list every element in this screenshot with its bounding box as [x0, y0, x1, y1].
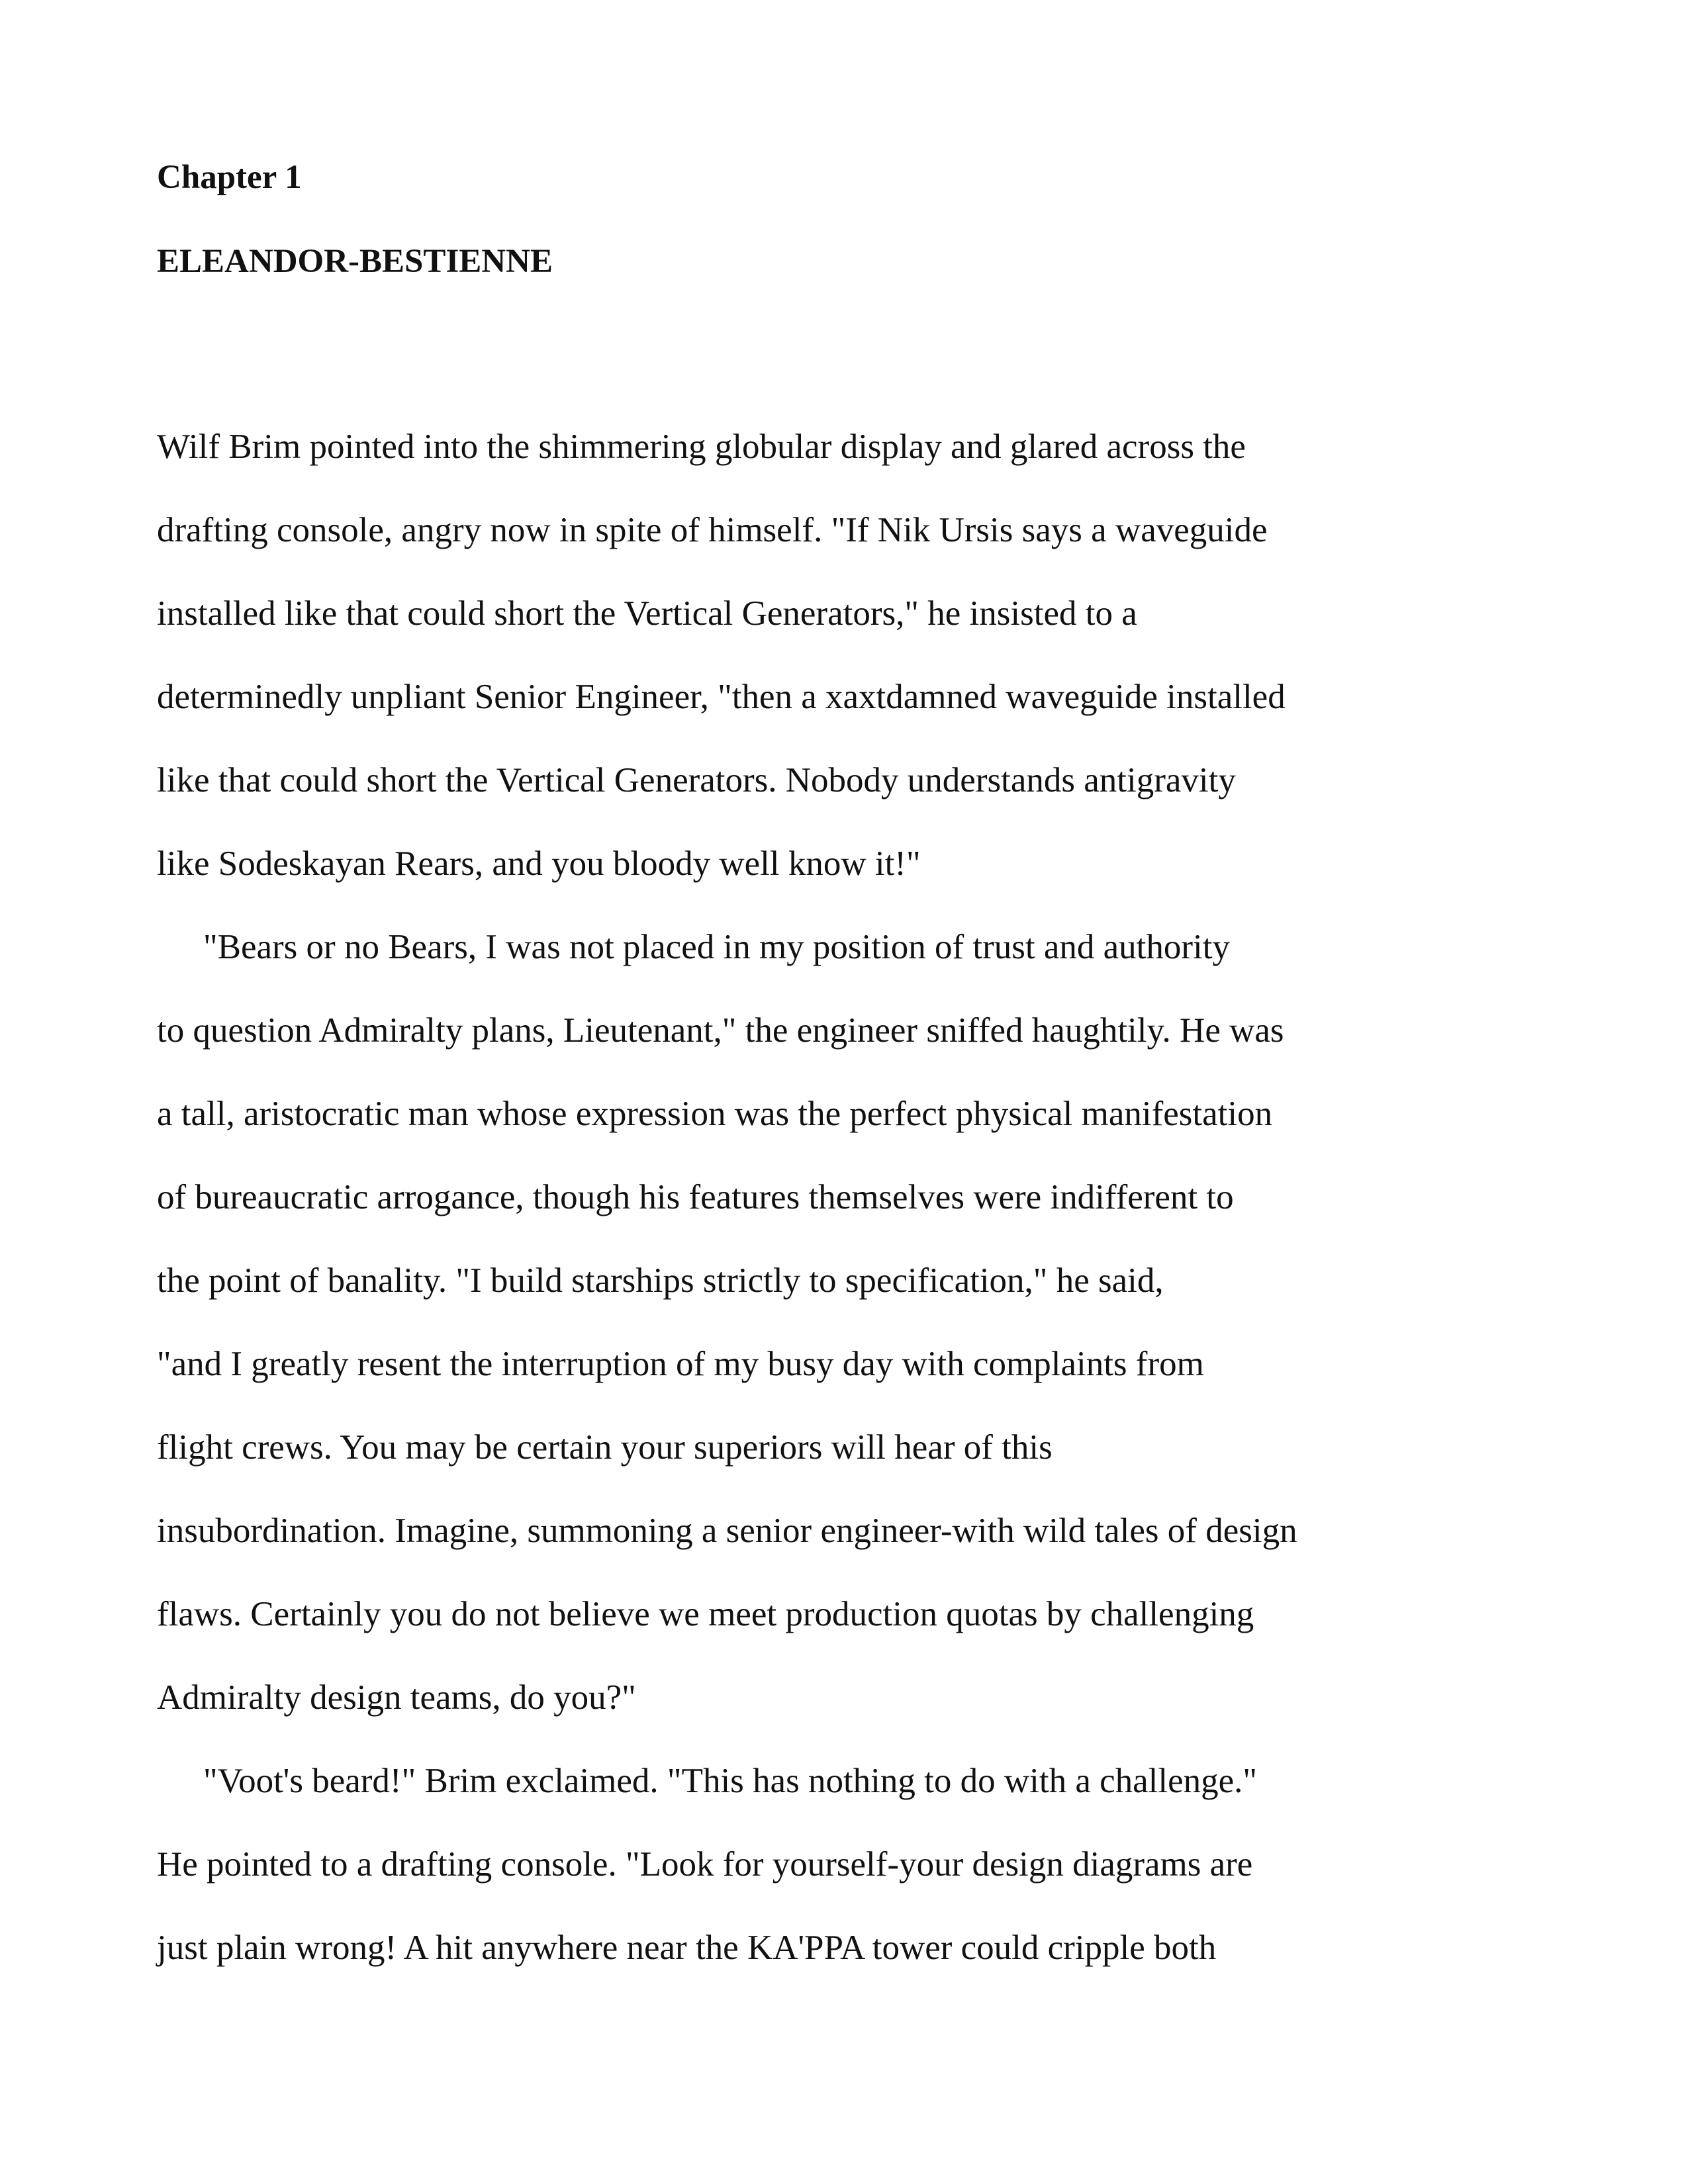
text-line: flight crews. You may be certain your superiors will hear of this	[157, 1428, 1053, 1467]
text-line: a tall, aristocratic man whose expression was the perfect physical manifestation	[157, 1095, 1273, 1133]
text-line: Wilf Brim pointed into the shimmering globular display and glared across the	[157, 428, 1246, 466]
chapter-title: ELEANDOR-BESTIENNE	[157, 243, 553, 280]
text-line: of bureaucratic arrogance, though his features themselves were indifferent to	[157, 1178, 1234, 1216]
text-line: "and I greatly resent the interruption of my busy day with complaints from	[157, 1345, 1204, 1383]
text-line: Admiralty design teams, do you?"	[157, 1678, 636, 1717]
text-line: determinedly unpliant Senior Engineer, "then a xaxtdamned waveguide installed	[157, 678, 1286, 716]
text-line: drafting console, angry now in spite of himself. "If Nik Ursis says a waveguide	[157, 511, 1268, 549]
text-line: "Voot's beard!" Brim exclaimed. "This has nothing to do with a challenge."	[203, 1762, 1258, 1800]
text-line: installed like that could short the Vertical Generators," he insisted to a	[157, 594, 1137, 633]
text-line: to question Admiralty plans, Lieutenant," the engineer sniffed haughtily. He was	[157, 1011, 1284, 1050]
text-line: flaws. Certainly you do not believe we meet production quotas by challenging	[157, 1595, 1254, 1633]
text-line: the point of banality. "I build starships strictly to specification," he said,	[157, 1261, 1164, 1300]
text-line: insubordination. Imagine, summoning a senior engineer-with wild tales of design	[157, 1512, 1297, 1550]
body-text	[157, 405, 1573, 1989]
chapter-heading: Chapter 1	[157, 159, 302, 196]
text-line: He pointed to a drafting console. "Look for yourself-your design diagrams are	[157, 1845, 1253, 1884]
text-line: like Sodeskayan Rears, and you bloody well know it!"	[157, 844, 921, 883]
text-line: "Bears or no Bears, I was not placed in my position of trust and authority	[203, 928, 1230, 966]
text-line: just plain wrong! A hit anywhere near the KA'PPA tower could cripple both	[157, 1929, 1217, 1967]
text-line: like that could short the Vertical Generators. Nobody understands antigravity	[157, 761, 1236, 799]
